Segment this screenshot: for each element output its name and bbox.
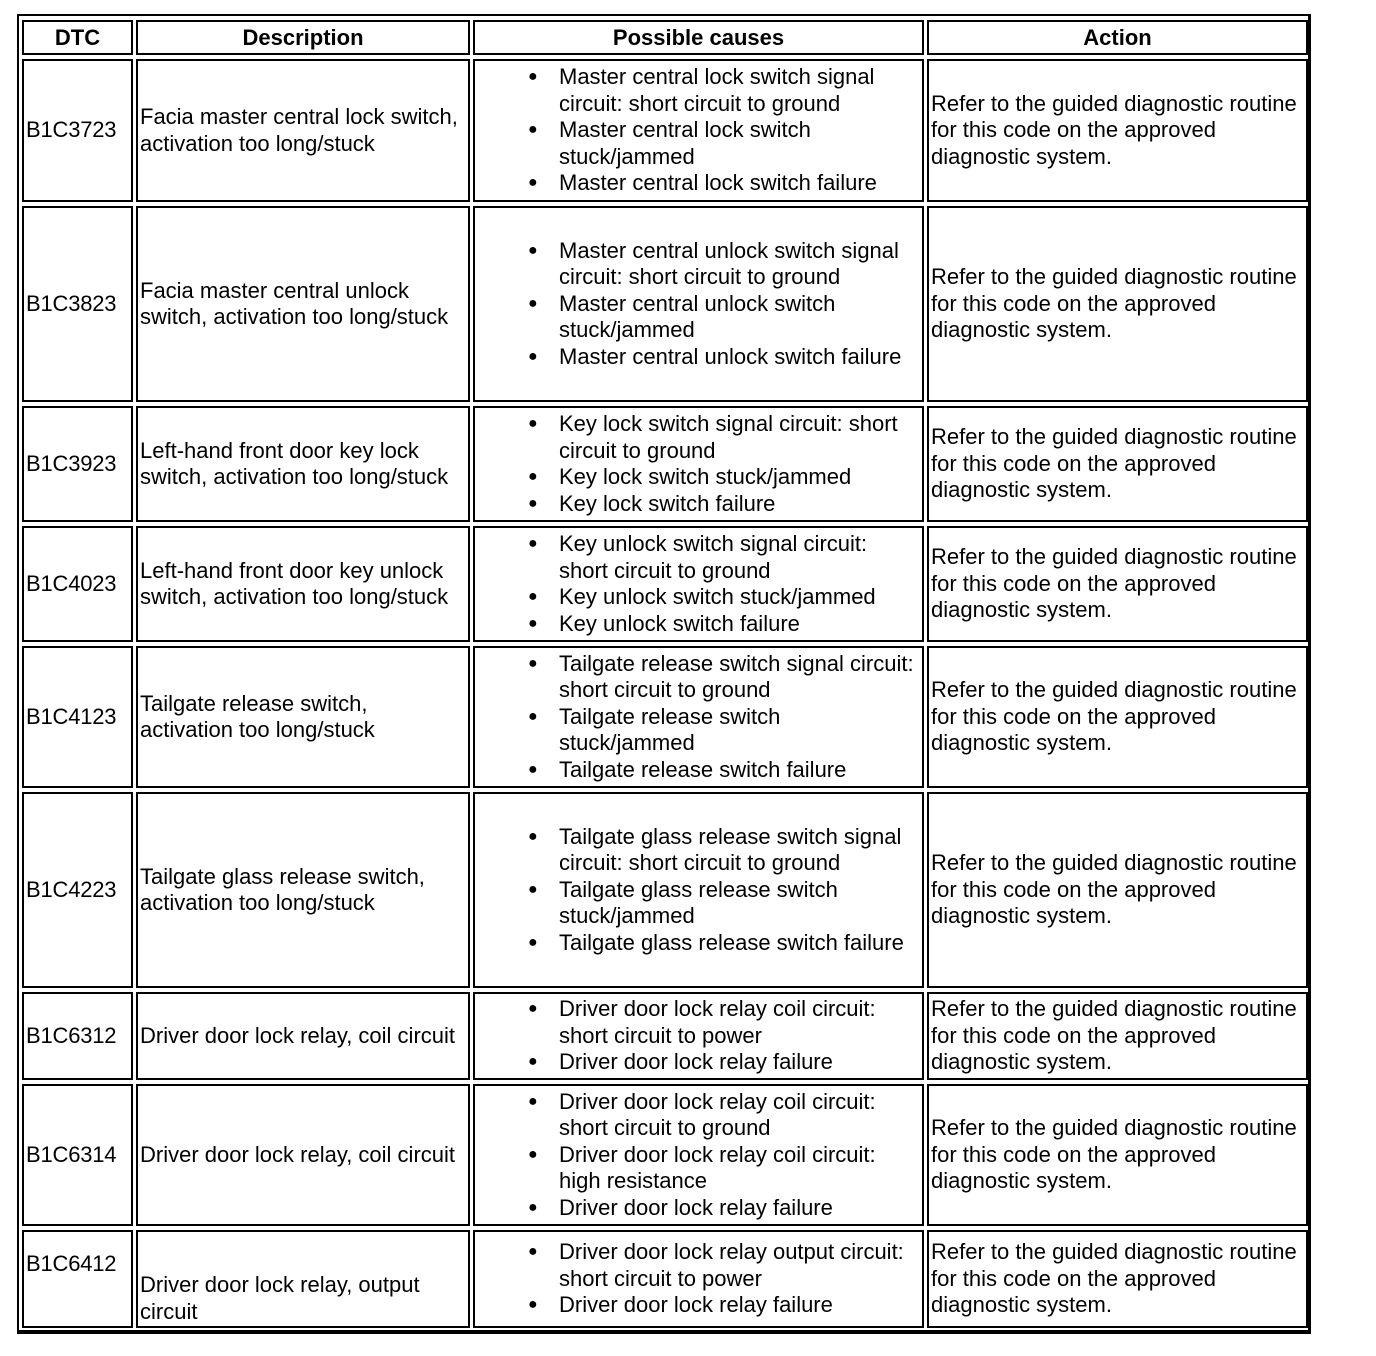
header-dtc: DTC bbox=[22, 20, 133, 55]
dtc-description: Tailgate glass release switch, activation too long/stuck bbox=[136, 792, 470, 988]
causes-list bbox=[477, 651, 920, 784]
dtc-description: Driver door lock relay, coil circuit bbox=[136, 1084, 470, 1226]
dtc-code: B1C6312 bbox=[22, 992, 133, 1080]
table-row bbox=[22, 526, 1308, 642]
causes-list bbox=[477, 64, 920, 197]
cause-item: ● Master central unlock switch stuck/jammed bbox=[477, 291, 920, 344]
possible-causes bbox=[473, 646, 924, 788]
cause-item: ● Key unlock switch stuck/jammed bbox=[477, 584, 920, 611]
possible-causes bbox=[473, 59, 924, 202]
causes-list bbox=[477, 238, 920, 371]
dtc-table bbox=[19, 16, 1311, 1332]
dtc-code: B1C4023 bbox=[22, 526, 133, 642]
cause-item: ● Tailgate release switch signal circuit: short circuit to ground bbox=[477, 651, 920, 704]
cause-item: ● Tailgate glass release switch stuck/jammed bbox=[477, 877, 920, 930]
dtc-code: B1C6412 bbox=[22, 1230, 133, 1328]
dtc-description: Left-hand front door key lock switch, activation too long/stuck bbox=[136, 406, 470, 522]
dtc-description: Driver door lock relay, output circuit bbox=[136, 1230, 470, 1328]
cause-item: ● Driver door lock relay coil circuit: high resistance bbox=[477, 1142, 920, 1195]
causes-list bbox=[477, 531, 920, 637]
causes-list bbox=[477, 411, 920, 517]
dtc-code: B1C4223 bbox=[22, 792, 133, 988]
table-row bbox=[22, 206, 1308, 402]
cause-item: ● Driver door lock relay coil circuit: short circuit to ground bbox=[477, 1089, 920, 1142]
cause-item: ● Master central lock switch stuck/jammed bbox=[477, 117, 920, 170]
cause-item: ● Driver door lock relay failure bbox=[477, 1195, 920, 1222]
table-row bbox=[22, 992, 1308, 1080]
dtc-table-frame bbox=[17, 14, 1311, 1334]
table-row bbox=[22, 1230, 1308, 1328]
action-text: Refer to the guided diagnostic routine for this code on the approved diagnostic system. bbox=[927, 992, 1308, 1080]
action-text: Refer to the guided diagnostic routine for this code on the approved diagnostic system. bbox=[927, 792, 1308, 988]
possible-causes bbox=[473, 1084, 924, 1226]
cause-item: ● Master central unlock switch failure bbox=[477, 344, 920, 371]
action-text: Refer to the guided diagnostic routine for this code on the approved diagnostic system. bbox=[927, 206, 1308, 402]
possible-causes bbox=[473, 406, 924, 522]
action-text: Refer to the guided diagnostic routine for this code on the approved diagnostic system. bbox=[927, 406, 1308, 522]
causes-list bbox=[477, 1089, 920, 1222]
cause-item: ● Key lock switch signal circuit: short circuit to ground bbox=[477, 411, 920, 464]
dtc-description: Facia master central lock switch, activation too long/stuck bbox=[136, 59, 470, 202]
cause-item: ● Tailgate glass release switch signal circuit: short circuit to ground bbox=[477, 824, 920, 877]
dtc-description: Driver door lock relay, coil circuit bbox=[136, 992, 470, 1080]
dtc-description: Left-hand front door key unlock switch, activation too long/stuck bbox=[136, 526, 470, 642]
table-row bbox=[22, 406, 1308, 522]
header-possible-causes: Possible causes bbox=[473, 20, 924, 55]
possible-causes bbox=[473, 992, 924, 1080]
cause-item: ● Master central lock switch signal circuit: short circuit to ground bbox=[477, 64, 920, 117]
table-row bbox=[22, 1084, 1308, 1226]
cause-item: ● Master central unlock switch signal circuit: short circuit to ground bbox=[477, 238, 920, 291]
action-text: Refer to the guided diagnostic routine for this code on the approved diagnostic system. bbox=[927, 59, 1308, 202]
causes-list bbox=[477, 996, 920, 1076]
possible-causes bbox=[473, 526, 924, 642]
cause-item: ● Tailgate release switch failure bbox=[477, 757, 920, 784]
action-text: Refer to the guided diagnostic routine for this code on the approved diagnostic system. bbox=[927, 646, 1308, 788]
action-text: Refer to the guided diagnostic routine for this code on the approved diagnostic system. bbox=[927, 1084, 1308, 1226]
possible-causes bbox=[473, 206, 924, 402]
cause-item: ● Key lock switch failure bbox=[477, 491, 920, 518]
possible-causes bbox=[473, 792, 924, 988]
cause-item: ● Master central lock switch failure bbox=[477, 170, 920, 197]
header-action: Action bbox=[927, 20, 1308, 55]
dtc-description: Tailgate release switch, activation too long/stuck bbox=[136, 646, 470, 788]
cause-item: ● Tailgate release switch stuck/jammed bbox=[477, 704, 920, 757]
cause-item: ● Tailgate glass release switch failure bbox=[477, 930, 920, 957]
dtc-description: Facia master central unlock switch, activation too long/stuck bbox=[136, 206, 470, 402]
header-row bbox=[22, 20, 1308, 55]
cause-item: ● Key unlock switch failure bbox=[477, 611, 920, 638]
header-description: Description bbox=[136, 20, 470, 55]
action-text: Refer to the guided diagnostic routine for this code on the approved diagnostic system. bbox=[927, 526, 1308, 642]
dtc-code: B1C3823 bbox=[22, 206, 133, 402]
cause-item: ● Key lock switch stuck/jammed bbox=[477, 464, 920, 491]
dtc-code: B1C3723 bbox=[22, 59, 133, 202]
possible-causes bbox=[473, 1230, 924, 1328]
cause-item: ● Key unlock switch signal circuit: short circuit to ground bbox=[477, 531, 920, 584]
dtc-code: B1C3923 bbox=[22, 406, 133, 522]
cause-item: ● Driver door lock relay failure bbox=[477, 1292, 920, 1319]
causes-list bbox=[477, 1239, 920, 1319]
dtc-code: B1C6314 bbox=[22, 1084, 133, 1226]
cause-item: ● Driver door lock relay failure bbox=[477, 1049, 920, 1076]
table-row bbox=[22, 646, 1308, 788]
causes-list bbox=[477, 824, 920, 957]
action-text: Refer to the guided diagnostic routine for this code on the approved diagnostic system. bbox=[927, 1230, 1308, 1328]
cause-item: ● Driver door lock relay coil circuit: short circuit to power bbox=[477, 996, 920, 1049]
table-row bbox=[22, 792, 1308, 988]
cause-item: ● Driver door lock relay output circuit: short circuit to power bbox=[477, 1239, 920, 1292]
table-row bbox=[22, 59, 1308, 202]
dtc-code: B1C4123 bbox=[22, 646, 133, 788]
